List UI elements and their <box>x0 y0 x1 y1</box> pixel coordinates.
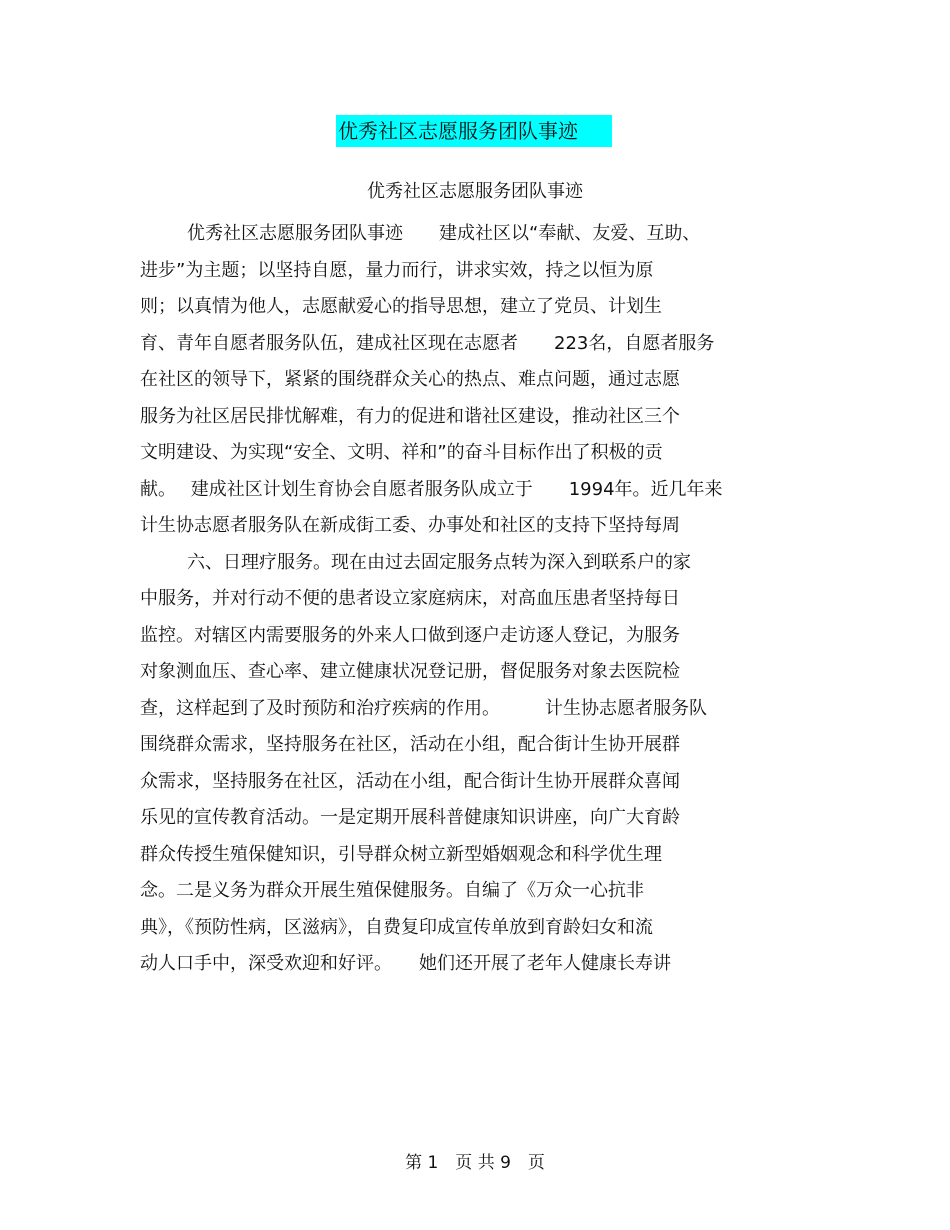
document-body <box>140 221 840 988</box>
body-line: 计生协志愿者服务队在新成街工委、办事处和社区的支持下坚持每周 <box>140 515 680 536</box>
body-line: 则；以真情为他人，志愿献爱心的指导思想，建立了党员、计划生 <box>140 296 662 317</box>
body-line: 念。二是义务为群众开展生殖保健服务。自编了《万众一心抗非 <box>140 880 644 901</box>
page-number-footer: 第 1 页 共 9 页 <box>405 1153 545 1173</box>
document-title: 优秀社区志愿服务团队事迹 <box>336 115 612 147</box>
body-line: 服务为社区居民排忧解难，有力的促进和谐社区建设，推动社区三个 <box>140 405 680 427</box>
body-line: 对象测血压、查心率、建立健康状况登记册，督促服务对象去医院检 <box>140 661 680 682</box>
body-line: 查，这样起到了及时预防和治疗疾病的作用。 计生协志愿者服务队 <box>140 697 707 719</box>
body-line: 动人口手中，深受欢迎和好评。 她们还开展了老年人健康长寿讲 <box>140 953 671 974</box>
body-line: 文明建设、为实现“安全、文明、祥和”的奋斗目标作出了积极的贡 <box>140 442 663 463</box>
body-line: 育、青年自愿者服务队伍，建成社区现在志愿者 223名，自愿者服务 <box>140 332 715 354</box>
body-line: 监控。对辖区内需要服务的外来人口做到逐户走访逐人登记，为服务 <box>140 624 680 646</box>
body-line: 典》，《预防性病，区滋病》，自费复印成宣传单放到育龄妇女和流 <box>140 916 653 938</box>
body-line: 乐见的宣传教育活动。一是定期开展科普健康知识讲座，向广大育龄 <box>140 807 680 828</box>
body-line: 优秀社区志愿服务团队事迹 建成社区以“奉献、友爱、互助、 <box>187 223 701 244</box>
body-line: 进步”为主题；以坚持自愿，量力而行，讲求实效，持之以恒为原 <box>140 259 654 281</box>
body-line: 献。 建成社区计划生育协会自愿者服务队成立于 1994年。近几年来 <box>140 478 723 500</box>
body-line: 六、日理疗服务。现在由过去固定服务点转为深入到联系户的家 <box>187 551 691 573</box>
body-line: 中服务，并对行动不便的患者设立家庭病床，对高血压患者坚持每日 <box>140 588 680 609</box>
body-line: 围绕群众需求，坚持服务在社区，活动在小组，配合街计生协开展群 <box>140 734 680 755</box>
title-container <box>0 115 950 147</box>
body-line: 在社区的领导下，紧紧的围绕群众关心的热点、难点问题，通过志愿 <box>140 369 680 390</box>
body-line: 众需求，坚持服务在社区，活动在小组，配合街计生协开展群众喜闻 <box>140 770 680 792</box>
body-line: 群众传授生殖保健知识，引导群众树立新型婚姻观念和科学优生理 <box>140 843 662 865</box>
document-subtitle: 优秀社区志愿服务团队事迹 <box>367 181 583 202</box>
